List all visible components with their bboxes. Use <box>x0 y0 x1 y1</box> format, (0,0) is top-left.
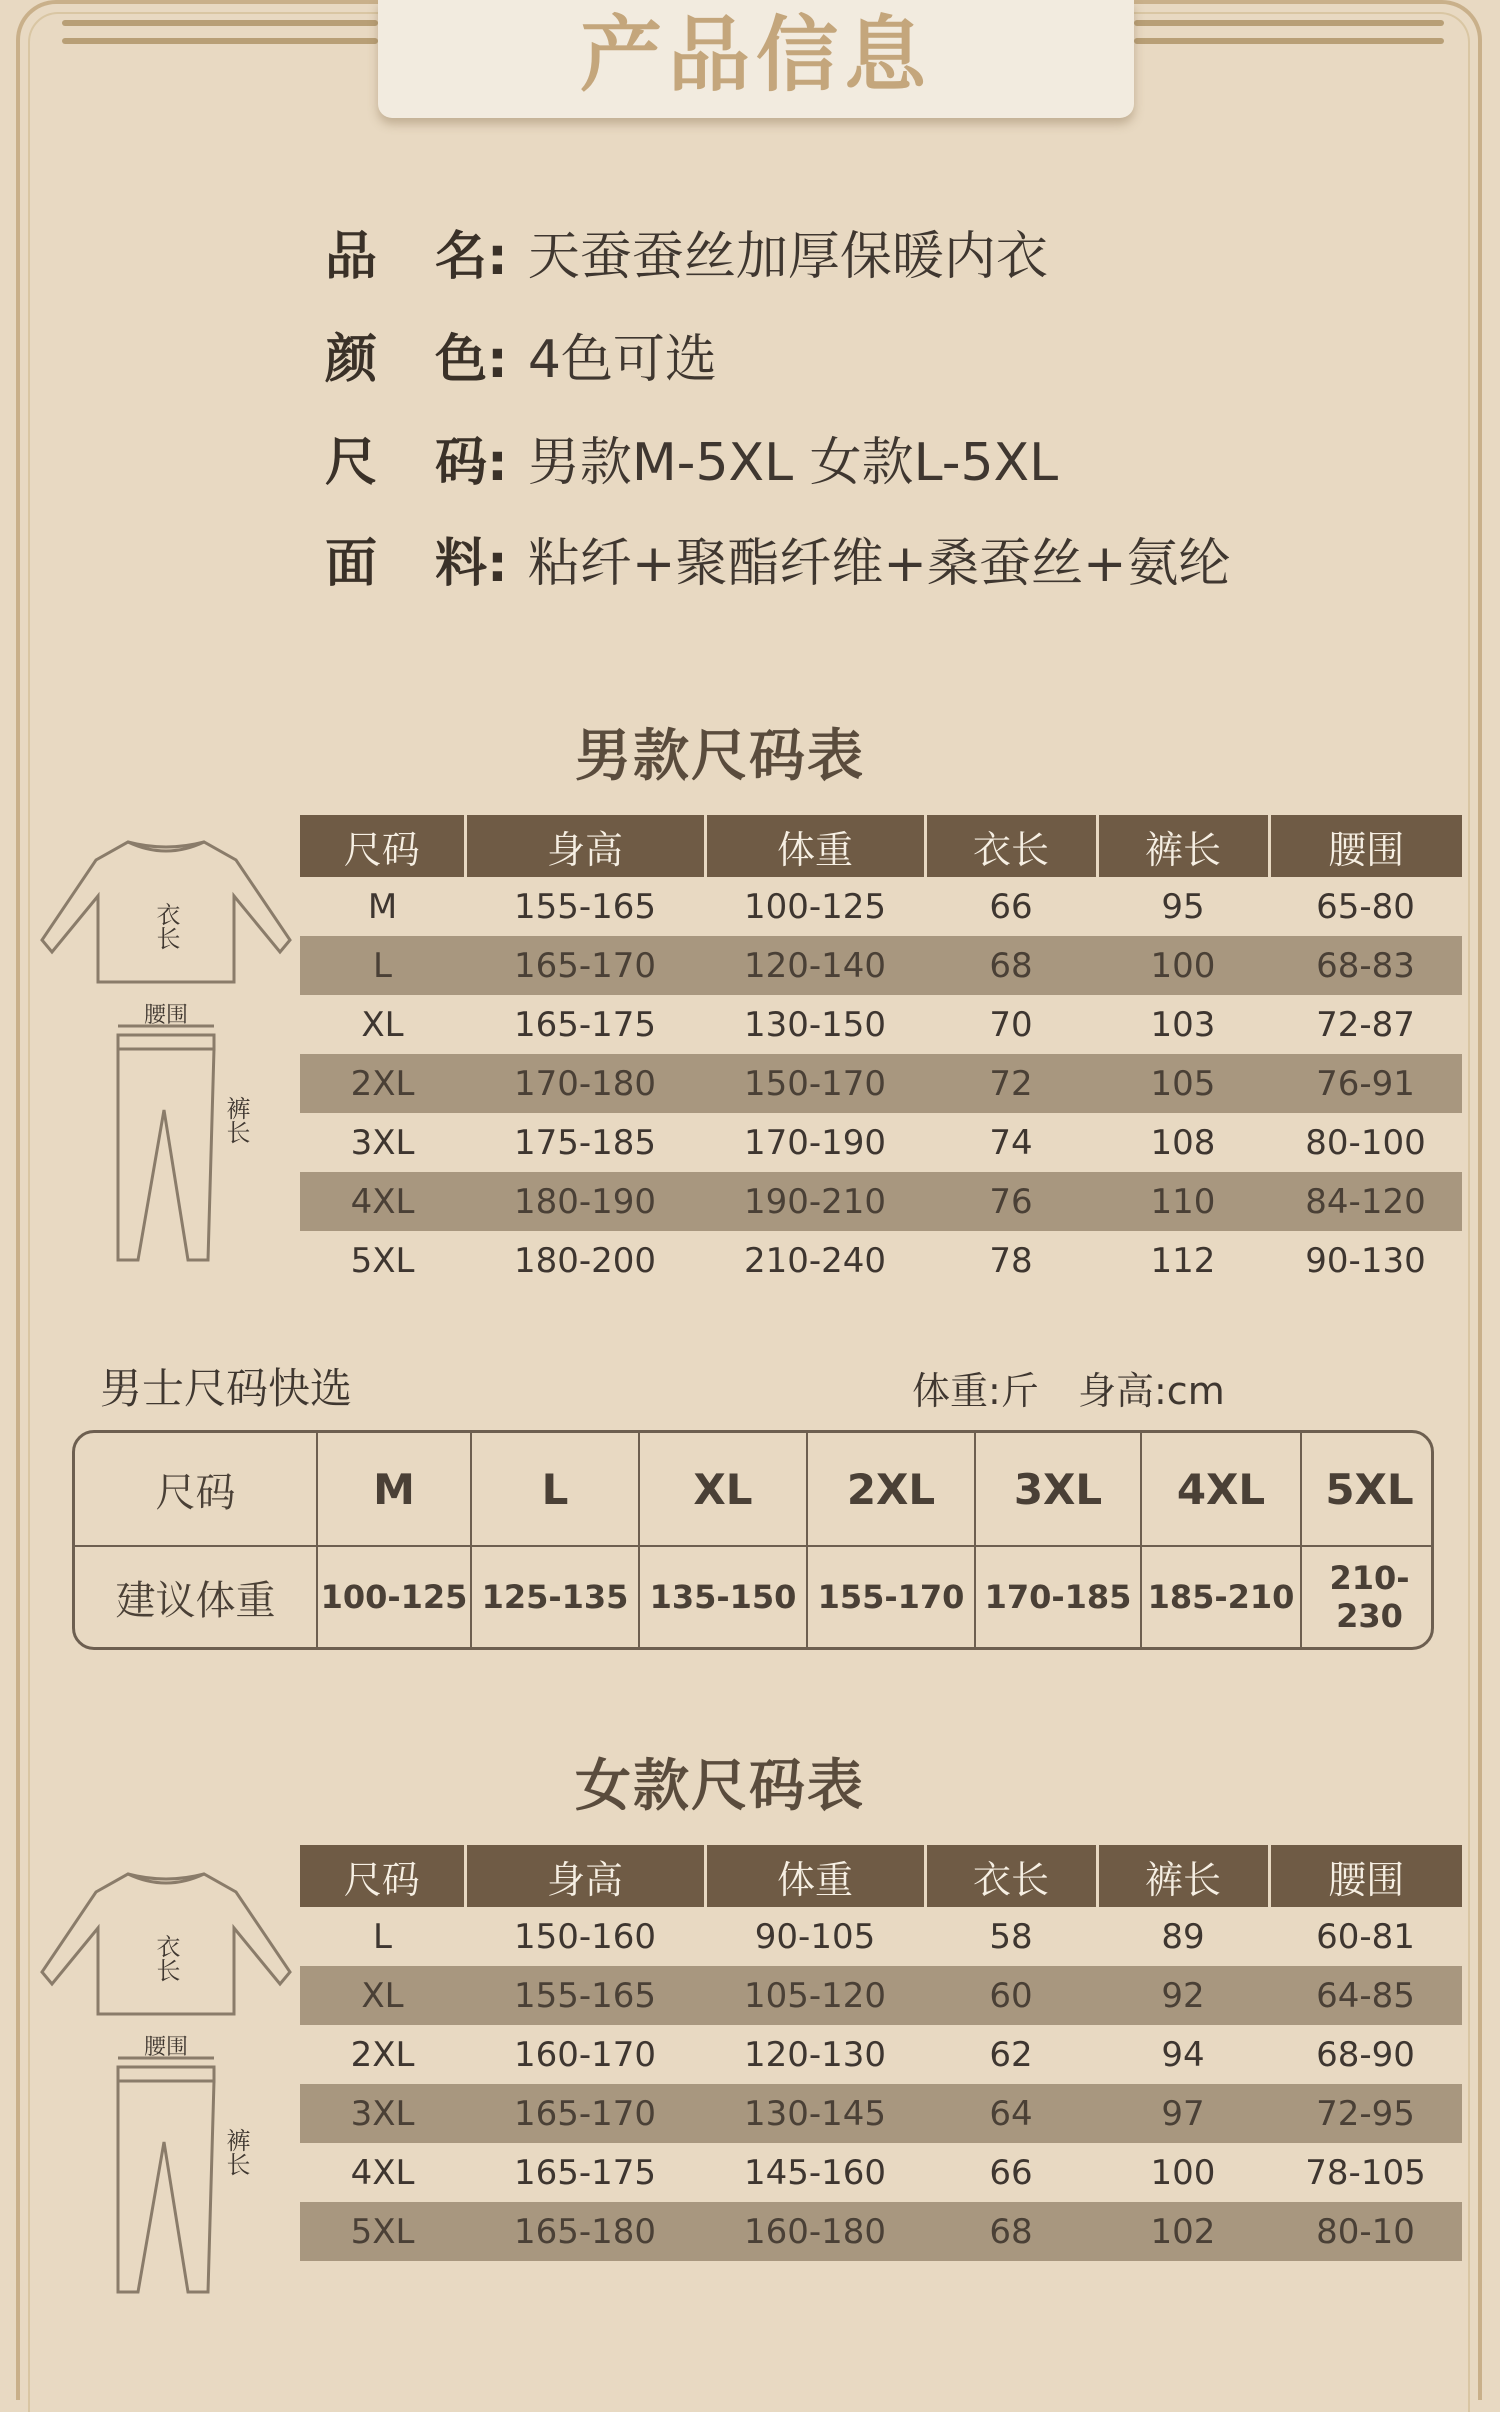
table-cell: 5XL <box>350 1240 415 1281</box>
table-cell: 74 <box>989 1122 1033 1163</box>
column-header: 腰围 <box>1269 1845 1462 1907</box>
table-cell: 78-105 <box>1305 2152 1426 2193</box>
page-title: 产品信息 <box>579 8 932 103</box>
table-cell: 180-200 <box>513 1240 657 1281</box>
table-cell: M <box>367 886 398 927</box>
table-cell: 84-120 <box>1269 1172 1462 1231</box>
info-key-1: 品 <box>325 227 378 287</box>
table-cell: 110 <box>1097 1172 1269 1231</box>
right-stripe-top <box>1134 20 1444 26</box>
column-header: 衣长 <box>925 1845 1097 1907</box>
table-cell: 68-90 <box>1316 2034 1415 2075</box>
quick-select-size: 3XL <box>975 1433 1141 1546</box>
men-table-title: 男款尺码表 <box>575 724 865 789</box>
column-header: 腰围 <box>1269 815 1462 877</box>
table-cell: 155-165 <box>465 1966 705 2025</box>
table-cell: 60-81 <box>1316 1916 1415 1957</box>
table-cell: 70 <box>989 1004 1033 1045</box>
column-header: 体重 <box>705 1845 925 1907</box>
info-key-2: 色 <box>435 330 488 390</box>
info-key-1: 面 <box>325 534 378 594</box>
quick-select-weight: 135-150 <box>639 1546 807 1647</box>
info-key-2: 名 <box>435 227 488 287</box>
table-cell: 2XL <box>350 2034 415 2075</box>
info-key-2: 料 <box>435 534 488 594</box>
info-colon: : <box>487 433 508 493</box>
info-key-2: 码 <box>435 433 488 493</box>
table-cell: 72-95 <box>1269 2084 1462 2143</box>
column-header: 衣长 <box>925 815 1097 877</box>
table-cell: 72-87 <box>1316 1004 1415 1045</box>
table-cell: XL <box>300 1966 465 2025</box>
quick-select-size: L <box>471 1433 639 1546</box>
table-cell: 58 <box>989 1916 1033 1957</box>
table-cell: 60 <box>925 1966 1097 2025</box>
table-row <box>300 2084 1462 2143</box>
table-row <box>300 1113 1462 1172</box>
table-row <box>300 1172 1462 1231</box>
table-cell: 145-160 <box>743 2152 887 2193</box>
table-cell: 160-170 <box>513 2034 657 2075</box>
quick-select-weight: 100-125 <box>317 1546 471 1647</box>
table-row <box>300 2025 1462 2084</box>
table-row <box>300 1054 1462 1113</box>
table-cell: 80-100 <box>1305 1122 1426 1163</box>
table-cell: L <box>373 1916 392 1957</box>
quick-select-weight: 125-135 <box>471 1546 639 1647</box>
table-cell: L <box>300 936 465 995</box>
table-cell: 120-140 <box>705 936 925 995</box>
info-fabric <box>325 534 1231 594</box>
table-cell: 105 <box>1097 1054 1269 1113</box>
table-cell: 165-170 <box>465 2084 705 2143</box>
column-header: 身高 <box>465 1845 705 1907</box>
table-cell: 175-185 <box>513 1122 657 1163</box>
info-value: 天蚕蚕丝加厚保暖内衣 <box>527 227 1048 287</box>
table-cell: 190-210 <box>705 1172 925 1231</box>
table-cell: 150-170 <box>705 1054 925 1113</box>
info-colon: : <box>487 330 508 390</box>
table-cell: 62 <box>989 2034 1033 2075</box>
table-row <box>300 1966 1462 2025</box>
quick-select-weight: 210-230 <box>1329 1559 1410 1635</box>
table-cell: 94 <box>1161 2034 1205 2075</box>
quick-select-size: XL <box>639 1433 807 1546</box>
table-cell: 95 <box>1161 886 1205 927</box>
women-size-table <box>300 1845 1462 2261</box>
info-value: 男款M-5XL 女款L-5XL <box>527 433 1059 493</box>
info-color <box>325 330 717 390</box>
quick-select-size: 5XL <box>1301 1433 1434 1546</box>
table-cell: 68-83 <box>1269 936 1462 995</box>
table-cell: 2XL <box>300 1054 465 1113</box>
table-cell: 150-160 <box>513 1916 657 1957</box>
table-cell: 78 <box>989 1240 1033 1281</box>
table-cell: 68 <box>925 936 1097 995</box>
table-cell: 76 <box>925 1172 1097 1231</box>
info-name <box>325 227 1048 287</box>
quick-select-size-label: 尺码 <box>75 1433 317 1546</box>
table-cell: 160-180 <box>705 2202 925 2261</box>
table-cell: 130-145 <box>705 2084 925 2143</box>
table-cell: 165-175 <box>513 1004 657 1045</box>
table-cell: 4XL <box>300 1172 465 1231</box>
right-stripe-bottom <box>1134 38 1444 44</box>
quick-select-size: 2XL <box>807 1433 975 1546</box>
table-cell: XL <box>361 1004 404 1045</box>
table-cell: 66 <box>989 886 1033 927</box>
left-stripe-bottom <box>62 38 378 44</box>
quick-select-size: 4XL <box>1141 1433 1301 1546</box>
info-key-1: 尺 <box>325 433 378 493</box>
column-header: 尺码 <box>300 815 465 877</box>
table-cell: 105-120 <box>705 1966 925 2025</box>
quick-select-size: M <box>317 1433 471 1546</box>
table-cell: 92 <box>1097 1966 1269 2025</box>
table-cell: 3XL <box>350 1122 415 1163</box>
table-row <box>300 877 1462 936</box>
table-cell: 180-190 <box>465 1172 705 1231</box>
table-cell: 165-175 <box>513 2152 657 2193</box>
table-cell: 210-240 <box>743 1240 887 1281</box>
table-cell: 165-170 <box>465 936 705 995</box>
table-cell: 120-130 <box>743 2034 887 2075</box>
table-cell: 4XL <box>350 2152 415 2193</box>
women-garment-illustration <box>36 1862 296 2312</box>
table-cell: 170-180 <box>465 1054 705 1113</box>
column-header: 尺码 <box>300 1845 465 1907</box>
quick-select-weight: 185-210 <box>1141 1546 1301 1647</box>
fig-label-pants: 裤长 <box>222 1096 250 1144</box>
fig-label-waist: 腰围 <box>143 1003 189 1028</box>
men-size-table <box>300 815 1462 1290</box>
table-cell: 97 <box>1097 2084 1269 2143</box>
table-cell: 5XL <box>300 2202 465 2261</box>
table-cell: 102 <box>1097 2202 1269 2261</box>
table-cell: 65-80 <box>1316 886 1415 927</box>
table-cell: 72 <box>925 1054 1097 1113</box>
quick-select-weight: 155-170 <box>807 1546 975 1647</box>
fig-label-length: 衣长 <box>152 902 180 950</box>
unit-height: 身高:cm <box>1078 1369 1225 1413</box>
table-cell: 66 <box>989 2152 1033 2193</box>
table-cell: 3XL <box>300 2084 465 2143</box>
info-value: 粘纤+聚酯纤维+桑蚕丝+氨纶 <box>527 534 1231 594</box>
table-row <box>300 936 1462 995</box>
table-cell: 76-91 <box>1269 1054 1462 1113</box>
table-cell: 130-150 <box>743 1004 887 1045</box>
table-cell: 90-130 <box>1305 1240 1426 1281</box>
left-stripe-top <box>62 20 378 26</box>
table-cell: 170-190 <box>743 1122 887 1163</box>
table-cell: 90-105 <box>754 1916 876 1957</box>
table-cell: 112 <box>1150 1240 1216 1281</box>
table-cell: 89 <box>1161 1916 1205 1957</box>
men-garment-illustration <box>36 830 296 1280</box>
table-cell: 100-125 <box>743 886 887 927</box>
table-cell: 108 <box>1150 1122 1216 1163</box>
info-value: 4色可选 <box>527 330 717 390</box>
info-colon: : <box>487 227 508 287</box>
table-cell: 155-165 <box>513 886 657 927</box>
table-cell: 68 <box>925 2202 1097 2261</box>
quick-select-table <box>72 1430 1434 1650</box>
table-cell: 64-85 <box>1269 1966 1462 2025</box>
table-row <box>300 1907 1462 1966</box>
title-card <box>378 0 1134 118</box>
fig-label-waist: 腰围 <box>143 2035 189 2060</box>
column-header: 裤长 <box>1097 1845 1269 1907</box>
table-cell: 103 <box>1150 1004 1216 1045</box>
quick-select-title: 男士尺码快选 <box>100 1364 353 1413</box>
column-header: 身高 <box>465 815 705 877</box>
fig-label-pants: 裤长 <box>222 2128 250 2176</box>
quick-select-weight-label: 建议体重 <box>75 1546 317 1647</box>
table-row <box>300 2202 1462 2261</box>
fig-label-length: 衣长 <box>152 1934 180 1982</box>
column-header: 裤长 <box>1097 815 1269 877</box>
table-cell: 100 <box>1097 936 1269 995</box>
info-size <box>325 433 1058 493</box>
unit-weight: 体重:斤 <box>912 1369 1039 1413</box>
table-cell: 64 <box>925 2084 1097 2143</box>
table-cell: 80-10 <box>1269 2202 1462 2261</box>
column-header: 体重 <box>705 815 925 877</box>
info-colon: : <box>487 534 508 594</box>
table-row <box>300 995 1462 1054</box>
women-table-title: 女款尺码表 <box>575 1754 865 1819</box>
table-row <box>300 1231 1462 1290</box>
quick-select-weight: 170-185 <box>975 1546 1141 1647</box>
table-row <box>300 2143 1462 2202</box>
info-key-1: 颜 <box>325 330 378 390</box>
table-cell: 165-180 <box>465 2202 705 2261</box>
table-cell: 100 <box>1150 2152 1216 2193</box>
